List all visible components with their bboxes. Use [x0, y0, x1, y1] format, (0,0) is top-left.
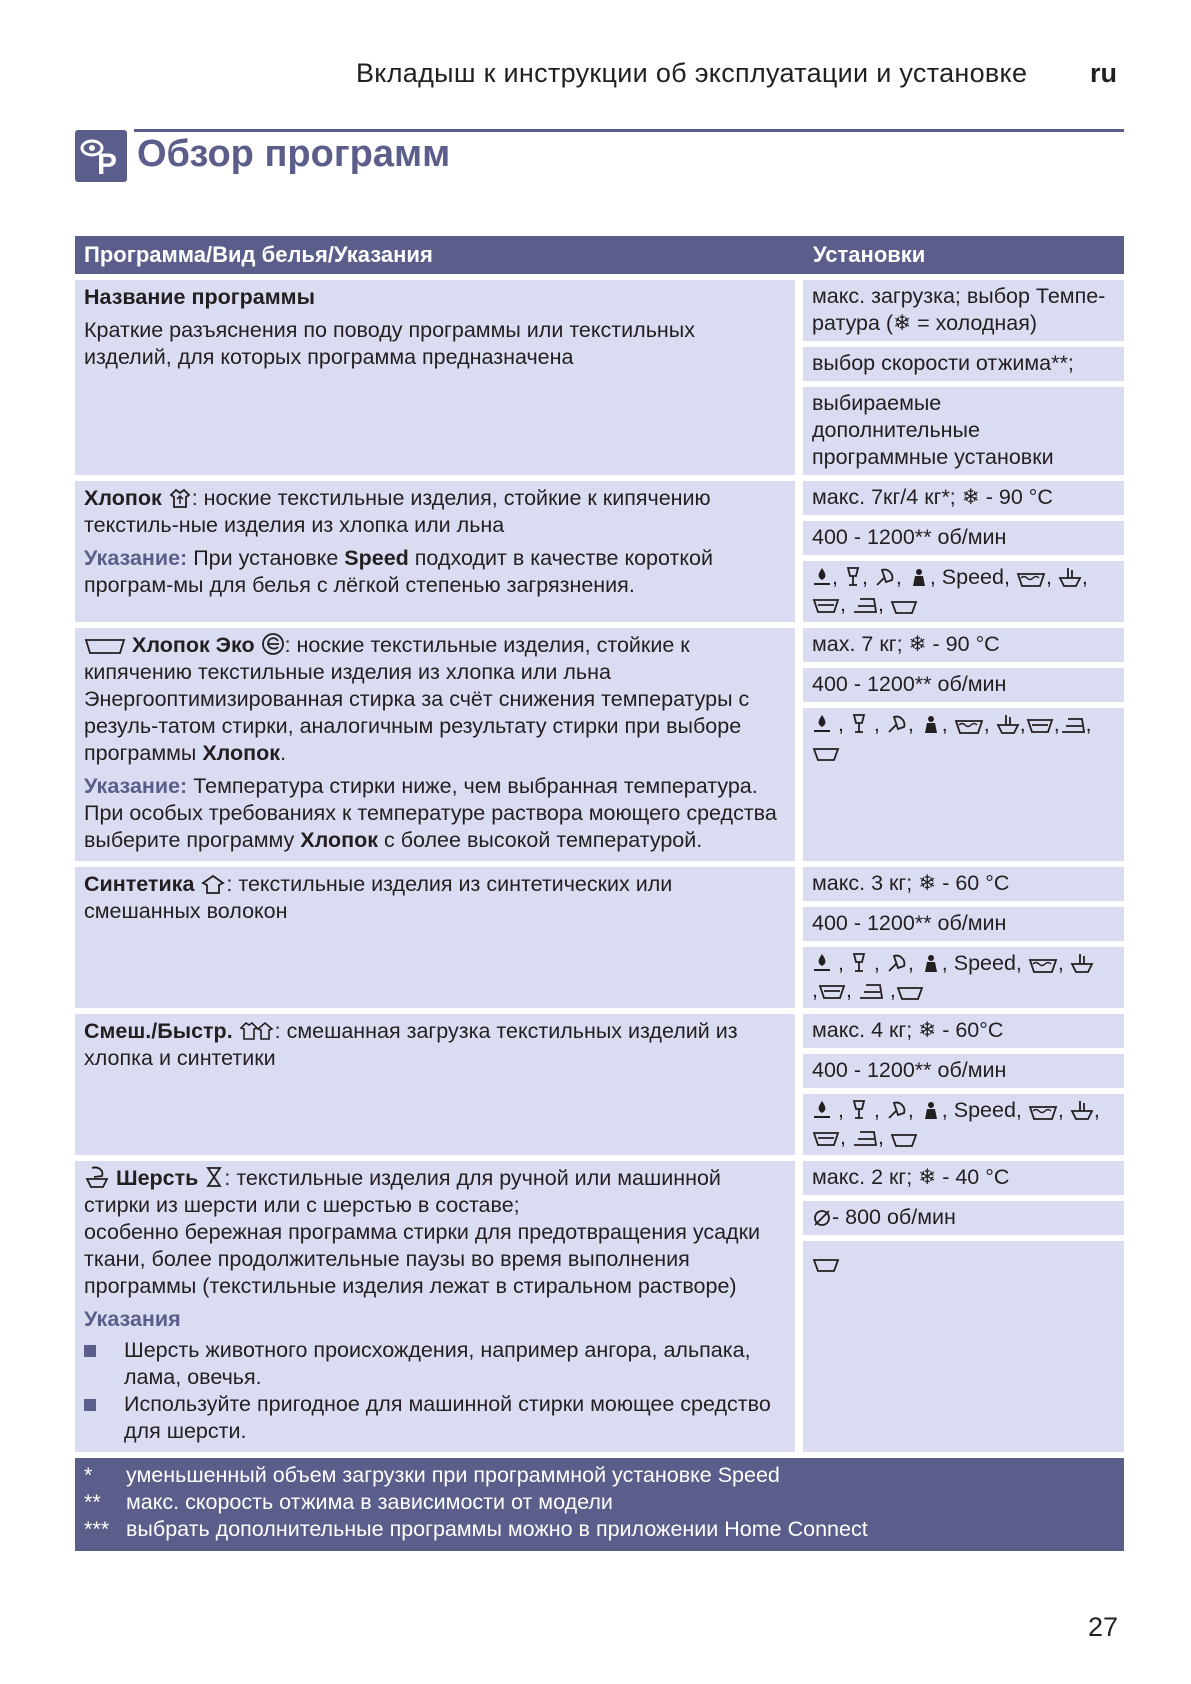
- basin-icon: [896, 985, 924, 1001]
- synth-options: , , , , Speed, , , , ,: [803, 947, 1124, 1008]
- mix-spin: 400 - 1200** об/мин: [803, 1054, 1124, 1088]
- wool-spin-text: - 800 об/мин: [832, 1205, 956, 1229]
- cotton-load: макс. 7кг/4 кг*; ❄ - 90 °C: [803, 481, 1124, 515]
- header-rule: [134, 129, 1124, 132]
- hand-wash-icon: [996, 713, 1020, 735]
- mix-description: [75, 1014, 795, 1155]
- wool-program-icon: [204, 1165, 224, 1189]
- basin-icon: [890, 1132, 918, 1148]
- cotton-options-speed: , Speed,: [929, 565, 1010, 589]
- basin-wash-icon: [1028, 956, 1058, 974]
- mix-program-icon: [239, 1020, 275, 1042]
- easy-iron-icon: [886, 952, 908, 974]
- synth-desc: : текстильные изделия из синтетических или смешанных волокон: [84, 872, 673, 923]
- basin-fast-icon: [812, 1130, 840, 1148]
- basin-icon: [890, 599, 918, 615]
- wool-notes-label: Указания: [84, 1307, 181, 1331]
- basin-fast-icon: [1026, 717, 1054, 735]
- cotton-name: Хлопок: [84, 486, 162, 510]
- wool-spin: [803, 1201, 1124, 1235]
- mix-options-speed: , Speed,: [941, 1098, 1022, 1122]
- running-header: Вкладыш к инструкции об эксплуатации и установке: [356, 58, 1028, 88]
- basin-wash-icon: [954, 717, 984, 735]
- mix-name: Смеш./Быстр.: [84, 1019, 233, 1043]
- cotton-options: , , , , Speed, , , , ,: [803, 561, 1124, 622]
- hand-wash-icon: [1070, 1099, 1094, 1121]
- iron-icon: [852, 595, 878, 615]
- wool-hand-icon: [84, 1165, 110, 1189]
- cotton-note-speed: Speed: [344, 546, 409, 570]
- footnote: [84, 1516, 1115, 1543]
- table-row-legend: [75, 280, 1124, 475]
- prewash-icon: [812, 952, 832, 974]
- basin-fast-icon: [812, 597, 840, 615]
- stains-icon: [920, 952, 942, 974]
- hand-wash-icon: [1070, 952, 1094, 974]
- wool-desc2: особенно бережная программа стирки для предотвращения усадки ткани, более продолжительные паузы во время выполнения программы (текстильные изделия лежат в стиральном растворе): [84, 1220, 760, 1298]
- table-footnotes: [75, 1458, 1124, 1551]
- basin-fast-icon: [818, 983, 846, 1001]
- eco-note-post: с более высокой температурой.: [383, 828, 703, 852]
- mix-desc: : смешанная загрузка текстильных изделий из хлопка и синтетики: [84, 1019, 738, 1070]
- eco-desc: : ноские текстильные изделия, стойкие к кипячению текстильные изделия из хлопка или льна: [84, 633, 690, 684]
- footnote-mark: ***: [84, 1517, 110, 1541]
- legend-options: выбираемые дополнительные программные установки: [803, 387, 1124, 475]
- footnote-mark: **: [84, 1490, 101, 1514]
- legend-name: Название программы: [84, 285, 315, 309]
- eco-name: Хлопок Эко: [131, 633, 255, 657]
- prewash-icon: [812, 566, 832, 588]
- eco-desc2: Энергооптимизированная стирка за счёт снижения температуры с резуль-татом стирки, аналогичным результату стирки при выборе программы: [84, 687, 750, 765]
- footnote: [84, 1489, 1115, 1516]
- rinse-icon: [850, 713, 868, 735]
- eco-spin: 400 - 1200** об/мин: [803, 668, 1124, 702]
- cotton-note-text: При установке: [193, 546, 339, 570]
- table-row-mix: [75, 1014, 1124, 1155]
- cotton-desc: : ноские текстильные изделия, стойкие к кипячению текстиль-ные изделия из хлопка или льна: [84, 486, 711, 537]
- mix-options: , , , , Speed, , , , ,: [803, 1094, 1124, 1155]
- page-title: Обзор программ: [137, 133, 451, 175]
- cotton-note-label: Указание:: [84, 546, 188, 570]
- prewash-icon: [812, 1099, 832, 1121]
- basin-icon: [812, 1257, 840, 1273]
- easy-iron-icon: [886, 1099, 908, 1121]
- basin-outline-icon: [84, 636, 126, 656]
- cotton-options-comma: ,: [1081, 565, 1088, 589]
- language-code: ru: [1090, 58, 1117, 88]
- footnote-text: выбрать дополнительные программы можно в приложении Home Connect: [126, 1517, 868, 1541]
- cotton-description: [75, 481, 795, 622]
- iron-icon: [852, 1128, 878, 1148]
- page-number: 27: [1088, 1612, 1119, 1642]
- header-col-program: Программа/Вид белья/Указания: [84, 242, 433, 267]
- eco-desc2-bold: Хлопок: [202, 741, 281, 765]
- table-row-cotton-eco: [75, 628, 1124, 861]
- mix-load: макс. 4 кг; ❄ - 60°C: [803, 1014, 1124, 1048]
- wool-name: Шерсть: [115, 1166, 199, 1190]
- synth-load: макс. 3 кг; ❄ - 60 °C: [803, 867, 1124, 901]
- list-item: [84, 1337, 786, 1391]
- eco-note-bold: Хлопок: [300, 828, 378, 852]
- rinse-icon: [850, 952, 868, 974]
- cotton-program-icon: [168, 487, 192, 509]
- synth-name: Синтетика: [84, 872, 195, 896]
- prewash-icon: [812, 713, 832, 735]
- synth-options-speed: , Speed,: [941, 951, 1022, 975]
- basin-wash-icon: [1028, 1103, 1058, 1121]
- footnote: [84, 1462, 1115, 1489]
- eco-description: Хлопок Эко : ноские текстильные изделия, стойкие к кипячению текстильные изделия из хлопка или льна Энергооптимизированная стирка за счёт снижения температуры с резуль-татом стирки, аналогичным результату стирки при выборе программы Хлопок. Указание: Температура стирки ниже, чем выбранная температура. При особых требованиях к температуре раствора моющего средства выберите программу Хлопок с более высокой температурой.: [75, 628, 795, 861]
- eco-load: мах. 7 кг; ❄ - 90 °C: [803, 628, 1124, 662]
- cotton-spin: 400 - 1200** об/мин: [803, 521, 1124, 555]
- rinse-icon: [850, 1099, 868, 1121]
- footnote-text: уменьшенный объем загрузки при программной установке Speed: [126, 1463, 780, 1487]
- wool-load: макс. 2 кг; ❄ - 40 °C: [803, 1161, 1124, 1195]
- footnote-mark: *: [84, 1463, 93, 1487]
- eco-note-label: Указание:: [84, 774, 188, 798]
- program-overview-icon: [75, 130, 127, 182]
- program-table: [75, 236, 1124, 1551]
- stains-icon: [920, 1099, 942, 1121]
- legend-load: макс. загрузка; выбор Темпе-ратура (❄ = холодная): [803, 280, 1124, 341]
- legend-desc: Краткие разъяснения по поводу программы или текстильных изделий, для которых программа предназначена: [84, 318, 695, 369]
- wool-desc: : текстильные изделия для ручной или машинной стирки из шерсти или с шерстью в составе;: [84, 1166, 721, 1217]
- hand-wash-icon: [1058, 566, 1082, 588]
- table-row-wool: [75, 1161, 1124, 1452]
- list-item: [84, 1391, 786, 1445]
- no-spin-icon: [812, 1208, 832, 1228]
- eco-options: , , , , , , , ,: [803, 708, 1124, 861]
- eco-note-text: Температура стирки ниже, чем выбранная температура. При особых требованиях к температуре раствора моющего средства выберите программу: [84, 774, 777, 852]
- basin-wash-icon: [1016, 570, 1046, 588]
- wool-description: [75, 1161, 795, 1452]
- legend-spin: выбор скорости отжима**;: [803, 347, 1124, 381]
- synth-spin: 400 - 1200** об/мин: [803, 907, 1124, 941]
- table-row-cotton: [75, 481, 1124, 622]
- rinse-icon: [844, 566, 862, 588]
- basin-icon: [812, 746, 840, 762]
- footnote-text: макс. скорость отжима в зависимости от модели: [126, 1490, 613, 1514]
- synth-description: [75, 867, 795, 1008]
- wool-bullet-2: Используйте пригодное для машинной стирки моющее средство для шерсти.: [124, 1392, 771, 1443]
- svg-text:P: P: [97, 148, 118, 181]
- eco-icon: [261, 632, 285, 656]
- easy-iron-icon: [874, 566, 896, 588]
- easy-iron-icon: [886, 713, 908, 735]
- table-header: [75, 236, 1124, 274]
- iron-icon: [1060, 715, 1086, 735]
- synthetics-program-icon: [200, 873, 226, 895]
- cotton-note-post: подходит в качестве короткой програм-мы для белья с лёгкой степенью загрязнения.: [84, 546, 713, 597]
- legend-description: [75, 280, 795, 475]
- wool-options: [803, 1241, 1124, 1452]
- stains-icon: [908, 566, 930, 588]
- wool-bullet-1: Шерсть животного происхождения, например ангора, альпака, лама, овечья.: [124, 1338, 751, 1389]
- stains-icon: [920, 713, 942, 735]
- table-row-synthetics: [75, 867, 1124, 1008]
- header-col-settings: Установки: [813, 242, 926, 267]
- iron-icon: [858, 981, 884, 1001]
